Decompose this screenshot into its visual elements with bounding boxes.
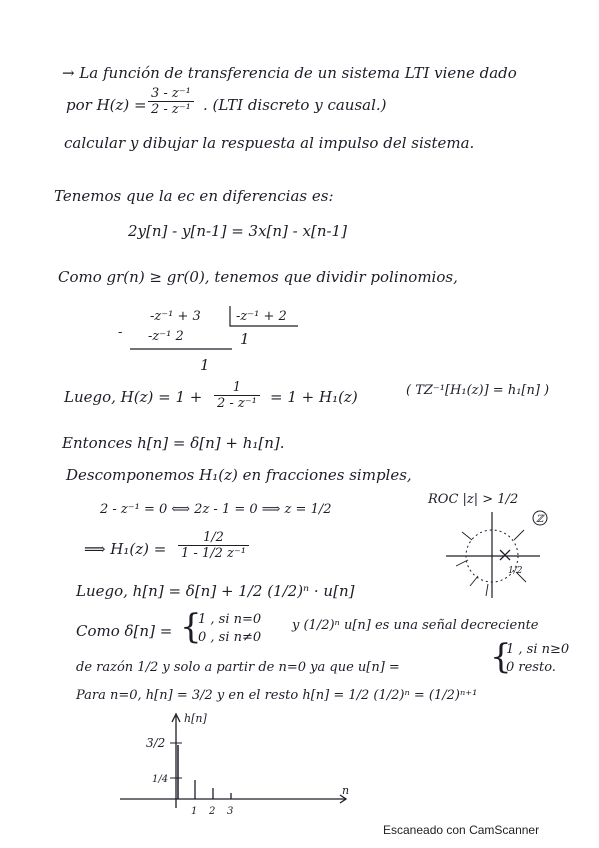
difference-intro: Tenemos que la ec en diferencias es:	[54, 187, 334, 205]
x-axis-label: n	[342, 784, 350, 797]
difference-equation: 2y[n] - y[n-1] = 3x[n] - x[n-1]	[128, 222, 347, 240]
x-tick-2: 2	[209, 806, 216, 817]
como-tail: y (1/2)ⁿ u[n] es una señal decreciente	[292, 618, 539, 633]
intro-line-2-tail: . (LTI discreto y causal.)	[203, 96, 387, 114]
luego-h-n: Luego, h[n] = δ[n] + 1/2 (1/2)ⁿ · u[n]	[76, 582, 355, 600]
division-dividend: -z⁻¹ + 3	[150, 309, 201, 324]
luego-prefix: Luego, H(z) = 1 +	[64, 388, 203, 406]
camscanner-footer: Escaneado con CamScanner	[383, 823, 540, 837]
intro-por-h: por H(z) =	[66, 96, 147, 114]
entonces-line: Entonces h[n] = δ[n] + h₁[n].	[62, 434, 285, 452]
division-subtract-row: -z⁻¹ 2	[148, 329, 184, 344]
roc-label: ROC |z| > 1/2	[428, 492, 519, 507]
luego-fraction-denominator: 2 - z⁻¹	[217, 396, 257, 411]
division-quotient: 1	[240, 330, 250, 348]
x-tick-1: 1	[191, 806, 198, 817]
luego-fraction-numerator: 1	[214, 380, 260, 396]
pole-equation: 2 - z⁻¹ = 0 ⟺ 2z - 1 = 0 ⟹ z = 1/2	[100, 502, 332, 517]
y-axis-label: h[n]	[184, 712, 207, 725]
delta-brace: {	[180, 607, 202, 647]
inverse-transform-note: ( TZ⁻¹[H₁(z)] = h₁[n] )	[406, 383, 550, 398]
intro-line-1: → La función de transferencia de un sistema LTI viene dado	[62, 64, 517, 82]
y-tick-low-label: 1/4	[152, 774, 169, 785]
transfer-denominator: 2 - z⁻¹	[151, 102, 191, 117]
intro-line-3: calcular y dibujar la respuesta al impulso del sistema.	[64, 134, 475, 152]
luego-suffix: = 1 + H₁(z)	[270, 388, 358, 406]
u-brace: {	[490, 637, 512, 677]
razon-line: de razón 1/2 y solo a partir de n=0 ya que u[n] =	[76, 660, 400, 675]
division-remainder: 1	[200, 356, 210, 374]
para-line: Para n=0, h[n] = 3/2 y en el resto h[n] = 1/2 (1/2)ⁿ = (1/2)ⁿ⁺¹	[76, 688, 478, 703]
h1-denominator: 1 - 1/2 z⁻¹	[181, 546, 246, 561]
como-delta-prefix: Como δ[n] =	[76, 622, 173, 640]
division-intro: Como gr(n) ≥ gr(0), tenemos que dividir polinomios,	[58, 268, 458, 286]
transfer-numerator: 3 - z⁻¹	[148, 86, 194, 102]
y-tick-high-label: 3/2	[146, 736, 166, 750]
descomp-line: Descomponemos H₁(z) en fracciones simples,	[66, 466, 412, 484]
delta-case-1: 1 , si n=0	[198, 612, 262, 627]
u-case-1: 1 , si n≥0	[506, 642, 570, 657]
delta-case-2: 0 , si n≠0	[198, 630, 262, 645]
h1-numerator: 1/2	[178, 530, 249, 546]
z-plane-label: ℤ	[536, 514, 544, 525]
x-tick-3: 3	[227, 806, 234, 817]
division-divisor: -z⁻¹ + 2	[236, 309, 287, 324]
u-case-2: 0 resto.	[506, 660, 556, 675]
pole-label: 1/2	[508, 566, 523, 576]
division-minus-sign: -	[118, 325, 123, 340]
h1-prefix: ⟹ H₁(z) =	[84, 540, 167, 558]
